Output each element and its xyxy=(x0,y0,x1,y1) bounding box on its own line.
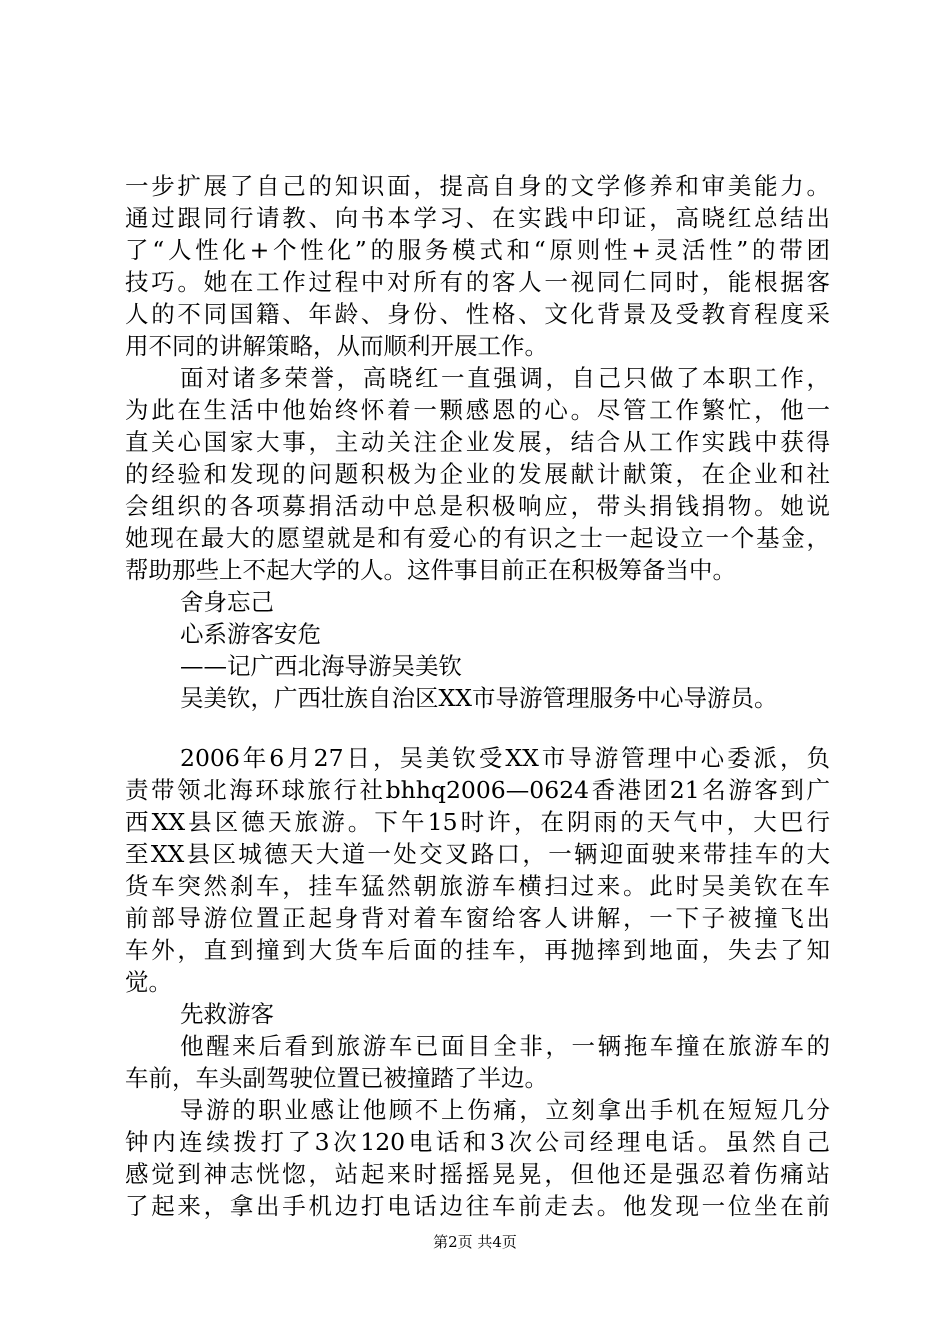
text-line-6: 用不同的讲解策略，从而顺利开展工作。 xyxy=(125,332,548,360)
paragraph-start: 面对诸多荣誉，高晓红一直强调，自己只做了本职工作， xyxy=(180,364,830,392)
text-line-24: 车外，直到撞到大货车后面的挂车，再抛摔到地面，失去了知 xyxy=(125,936,830,964)
text-line-21: 至XX县区城德天大道一处交叉路口，一辆迎面驶来带挂车的大 xyxy=(125,840,830,868)
text-line-5: 人的不同国籍、年龄、身份、性格、文化背景及受教育程度采 xyxy=(125,300,830,328)
section-subheading: 心系游客安危 xyxy=(180,620,321,648)
text-line-31: 感觉到神志恍惚，站起来时摇摇晃晃，但他还是强忍着伤痛站 xyxy=(125,1160,830,1188)
text-line-28: 车前，车头副驾驶位置已被撞踏了半边。 xyxy=(125,1064,548,1092)
text-line-2: 通过跟同行请教、向书本学习、在实践中印证，高晓红总结出 xyxy=(125,204,830,232)
text-line-1: 一步扩展了自己的知识面，提高自身的文学修养和审美能力。 xyxy=(125,172,830,200)
text-line-11: 会组织的各项募捐活动中总是积极响应，带头捐钱捐物。她说 xyxy=(125,492,830,520)
text-line-12: 她现在最大的愿望就是和有爱心的有识之士一起设立一个基金， xyxy=(125,524,830,552)
section-heading: 舍身忘己 xyxy=(180,588,274,616)
text-line-32: 了起来，拿出手机边打电话边往车前走去。他发现一位坐在前 xyxy=(125,1192,830,1220)
text-line-30: 钟内连续拨打了3次120电话和3次公司经理电话。虽然自己 xyxy=(125,1128,830,1156)
text-line-3: 了“人性化+个性化”的服务模式和“原则性+灵活性”的带团 xyxy=(125,236,830,264)
text-line-9: 直关心国家大事，主动关注企业发展，结合从工作实践中获得 xyxy=(125,428,830,456)
paragraph-start: 2006年6月27日，吴美钦受XX市导游管理中心委派，负 xyxy=(180,744,830,772)
text-line-10: 的经验和发现的问题积极为企业的发展献计献策，在企业和社 xyxy=(125,460,830,488)
paragraph-start: 导游的职业感让他顾不上伤痛，立刻拿出手机在短短几分 xyxy=(180,1096,830,1124)
text-line-23: 前部导游位置正起身背对着车窗给客人讲解，一下子被撞飞出 xyxy=(125,904,830,932)
section-byline: ——记广西北海导游吴美钦 xyxy=(180,652,462,680)
text-line-22: 货车突然刹车，挂车猛然朝旅游车横扫过来。此时吴美钦在车 xyxy=(125,872,830,900)
paragraph-start: 他醒来后看到旅游车已面目全非，一辆拖车撞在旅游车的 xyxy=(180,1032,830,1060)
text-line-4: 技巧。她在工作过程中对所有的客人一视同仁同时，能根据客 xyxy=(125,268,830,296)
intro-line: 吴美钦，广西壮族自治区XX市导游管理服务中心导游员。 xyxy=(180,684,778,712)
text-line-8: 为此在生活中他始终怀着一颗感恩的心。尽管工作繁忙，他一 xyxy=(125,396,830,424)
section-heading: 先救游客 xyxy=(180,1000,274,1028)
text-line-20: 西XX县区德天旅游。下午15时许，在阴雨的天气中，大巴行 xyxy=(125,808,830,836)
text-line-25: 觉。 xyxy=(125,968,172,996)
page-number-footer: 第2页 共4页 xyxy=(433,1233,517,1251)
text-line-13: 帮助那些上不起大学的人。这件事目前正在积极筹备当中。 xyxy=(125,556,736,584)
text-line-19: 责带领北海环球旅行社bhhq2006—0624香港团21名游客到广 xyxy=(125,776,830,804)
